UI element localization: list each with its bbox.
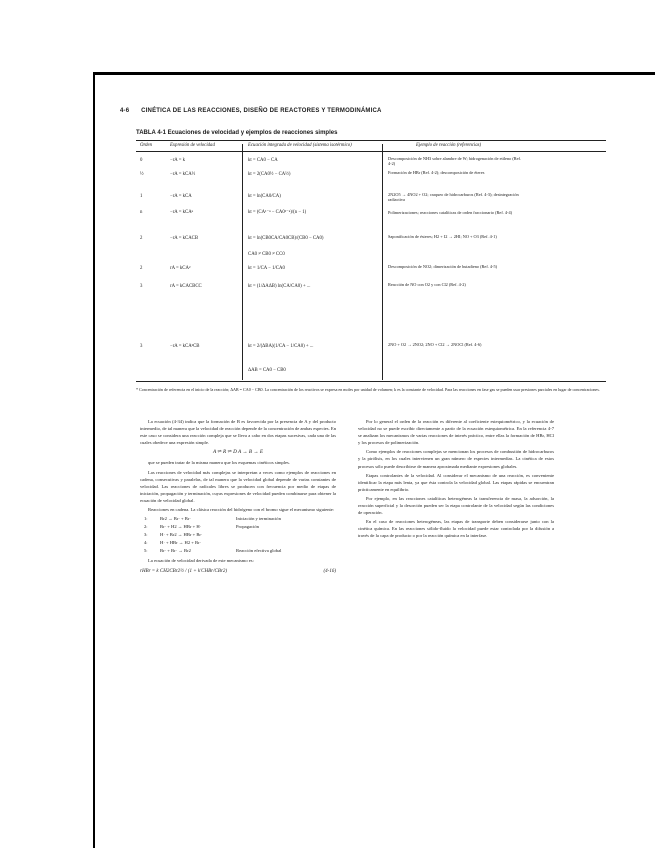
table-vrule-2 — [382, 144, 383, 380]
row-example: Polimerizaciones; reacciones catalíticas de orden fraccionario (Ref. 4-4) — [388, 210, 513, 215]
paragraph: La ecuación (4-34) indica que la formación de B es favorecida por la presencia de A y del producto intermedio, de tal manera que la velocidad de reacción depende de la concentración de ambas especies. En este caso se considera una reacción compleja que se lleva a cabo en dos etapas sucesivas, cada una de las cuales obedece una expresión simple. — [140, 419, 336, 446]
row-integrated: kt = ln(CB0CA/CA0CB)/(CB0 − CA0) — [248, 236, 324, 241]
step-number: 5: — [144, 548, 148, 554]
step-reaction: Br· + Br· → Br2 — [160, 548, 191, 554]
step-number: 1: — [144, 516, 148, 522]
equation-number: (4-16) — [323, 569, 336, 575]
mechanism-step — [144, 531, 336, 539]
row-order: 2 — [140, 236, 143, 241]
paragraph: Las reacciones de velocidad más complejas se interpretan a veces como ejemplos de reacciones en cadena, consecutivas y paralelas, de tal manera que la velocidad global depende de varias constantes de velocidad. Las reacciones de radicales libres se producen con frecuencia por medio de etapas de iniciación, propagación y terminación, cuyas expresiones de velocidad pueden combinarse para obtener la ecuación de velocidad global. — [140, 469, 336, 503]
step-number: 2: — [144, 524, 148, 530]
mechanism-step — [144, 515, 336, 523]
col-header-integrated: Ecuación integrada de velocidad (sistema isotérmico) — [248, 143, 352, 148]
step-number: 4: — [144, 540, 148, 546]
col-header-rate: Expresión de velocidad — [170, 143, 215, 148]
row-order: n — [140, 210, 143, 215]
row-rate: −rA = kCAⁿ — [170, 210, 194, 215]
row-integrated: kt = (1/ΔAΔB) ln(CA/CA0) + ... — [248, 284, 311, 289]
text-column-right — [358, 418, 554, 542]
scan-edge-left — [93, 72, 95, 848]
paragraph: Por lo general el orden de la reacción es diferente al coeficiente estequiométrico, y la ecuación de velocidad no se puede escribir directamente a partir de la ecuación estequiométrica. En la referencia 4-7 se analizan los mecanismos de varias reacciones de interés práctico, entre ellas la formación de HBr, HCl y los procesos de polimerización. — [358, 419, 554, 446]
table-title: TABLA 4-1 Ecuaciones de velocidad y ejemplos de reacciones simples — [136, 130, 338, 136]
row-rate: −rA = kCA½ — [170, 172, 196, 177]
paragraph: En el caso de reacciones heterogéneas, las etapas de transporte deben considerarse junto con la cinética química. En las reacciones sólido-fluido la velocidad puede estar controlada por la difusión a través de la capa de producto o por la reacción química en la interfase. — [358, 519, 554, 539]
equation: A ⇌ R ⇌ D A → B → E — [212, 449, 264, 456]
row-example: Formación de HBr (Ref. 4-2); descomposición de éteres — [388, 170, 485, 175]
step-reaction: Br· + H2 → HBr + H· — [160, 524, 202, 530]
running-title: CINÉTICA DE LAS REACCIONES, DISEÑO DE REACTORES Y TERMODINÁMICA — [141, 108, 382, 114]
step-label: Reacción efectiva global — [236, 548, 282, 554]
row-integrated: kt = 2/(ΔBA)(1/CA − 1/CA0) + ... — [248, 344, 314, 349]
table-rule-header — [136, 151, 606, 152]
row-example: Descomposición de NO2; dimerización de butadieno (Ref. 4-5) — [388, 264, 498, 269]
table-vrule-1 — [242, 144, 243, 380]
table-extra-line: ΔAB = CA0 − CB0 — [248, 368, 286, 373]
row-integrated: kt = 2(CA0½ − CA½) — [248, 172, 291, 177]
row-integrated: kt = CA0 − CA — [248, 158, 278, 163]
step-label: Propagación — [236, 524, 259, 530]
step-reaction: H· + Br2 → HBr + Br· — [160, 532, 203, 538]
running-header — [120, 108, 382, 114]
row-example: 2NO + O2 → 2NO2; 2NO + Cl2 → 2NOCl (Ref. 4-6) — [388, 342, 482, 347]
table-rule-bottom — [136, 381, 606, 382]
row-rate: −rA = kCA — [170, 194, 192, 199]
paragraph: La ecuación de velocidad derivada de este mecanismo es: — [148, 558, 254, 564]
mechanism-step — [144, 547, 336, 555]
row-rate: rA = kCA² — [170, 266, 191, 271]
col-header-example: Ejemplo de reacción (referencias) — [416, 143, 482, 148]
table-rule-top — [136, 140, 606, 141]
row-rate: −rA = kCACB — [170, 236, 199, 241]
paragraph: Por ejemplo, en las reacciones catalíticas heterogéneas la transferencia de masa, la adsorción, la reacción superficial y la desorción pueden ser la etapa controlante de la velocidad según las condiciones de operación. — [358, 495, 554, 516]
page-number: 4-6 — [120, 108, 130, 114]
row-example: Saponificación de ésteres; H2 + I2 → 2HI; NO + O3 (Ref. 4-1) — [388, 234, 497, 239]
scan-edge-top — [93, 72, 655, 75]
row-integrated: kt = 1/CA − 1/CA0 — [248, 266, 285, 271]
row-order: 2 — [140, 266, 143, 271]
row-example: 2N2O5 → 4NO2 + O2; craqueo de hidrocarburos (Ref. 4-3); desintegración radiactiva — [388, 192, 519, 202]
row-example: Reacción de NO con O2 y con Cl2 (Ref. 4-2) — [388, 282, 466, 287]
paragraph: Etapas controlantes de la velocidad. Al considerar el mecanismo de una reacción, es conveniente identificar la etapa más lenta, ya que ésta controla la velocidad global. Las etapas rápidas se encuentran prácticamente en equilibrio. — [358, 472, 554, 492]
row-example: Descomposición de NH3 sobre alambre de W; hidrogenación de etileno (Ref. 4-2) — [388, 156, 522, 166]
row-integrated: kt = (CA¹⁻ⁿ − CA0¹⁻ⁿ)/(n − 1) — [248, 210, 307, 215]
mechanism-step — [144, 539, 336, 547]
row-order: 0 — [140, 158, 143, 163]
table-footnote: * Concentración de referencia en el inicio de la reacción; ΔAB = CA0 − CB0. La concentración de los reactivos se expresa en moles por unidad de volumen; k es la constante de velocidad. Para las reacciones en fase gas se pueden usar presiones parciales en lugar de concentraciones. — [136, 387, 600, 392]
table-extra-line: CA0 ≠ CB0 ≠ CC0 — [248, 252, 285, 257]
step-reaction: Br2 → Br· + Br· — [160, 516, 191, 522]
col-header-order: Orden — [140, 143, 153, 148]
row-rate: −rA = k — [170, 158, 186, 163]
text-column-left — [140, 418, 336, 579]
paragraph: que se pueden tratar de la misma manera que los esquemas cinéticos simples. — [148, 460, 290, 466]
row-rate: −rA = kCA²CB — [170, 344, 200, 349]
document-page — [112, 96, 642, 836]
row-order: 3 — [140, 344, 143, 349]
step-reaction: H· + HBr → H2 + Br· — [160, 540, 202, 546]
row-order: 3 — [140, 284, 143, 289]
row-rate: rA = kCACBCC — [170, 284, 202, 289]
paragraph: Reacciones en cadena. La clásica reacción del hidrógeno con el bromo sigue el mecanismo siguiente: — [148, 507, 335, 513]
mechanism-steps — [144, 515, 336, 555]
step-number: 3: — [144, 532, 148, 538]
row-order: 1 — [140, 194, 143, 199]
row-order: ½ — [140, 172, 144, 177]
mechanism-step — [144, 523, 336, 531]
step-label: Iniciación y terminación — [236, 516, 281, 522]
paragraph: Como ejemplos de reacciones complejas se mencionan los procesos de combustión de hidrocarburos y la pirólisis, en los cuales intervienen un gran número de especies intermedias. La cinética de estos procesos sólo puede describirse de manera aproximada mediante expresiones globales. — [358, 449, 554, 469]
row-integrated: kt = ln(CA0/CA) — [248, 194, 281, 199]
rate-equation — [140, 568, 336, 575]
rate-equation-body: rHBr = k CH2CBr2½ / (1 + k′CHBr/CBr2) — [140, 569, 228, 575]
